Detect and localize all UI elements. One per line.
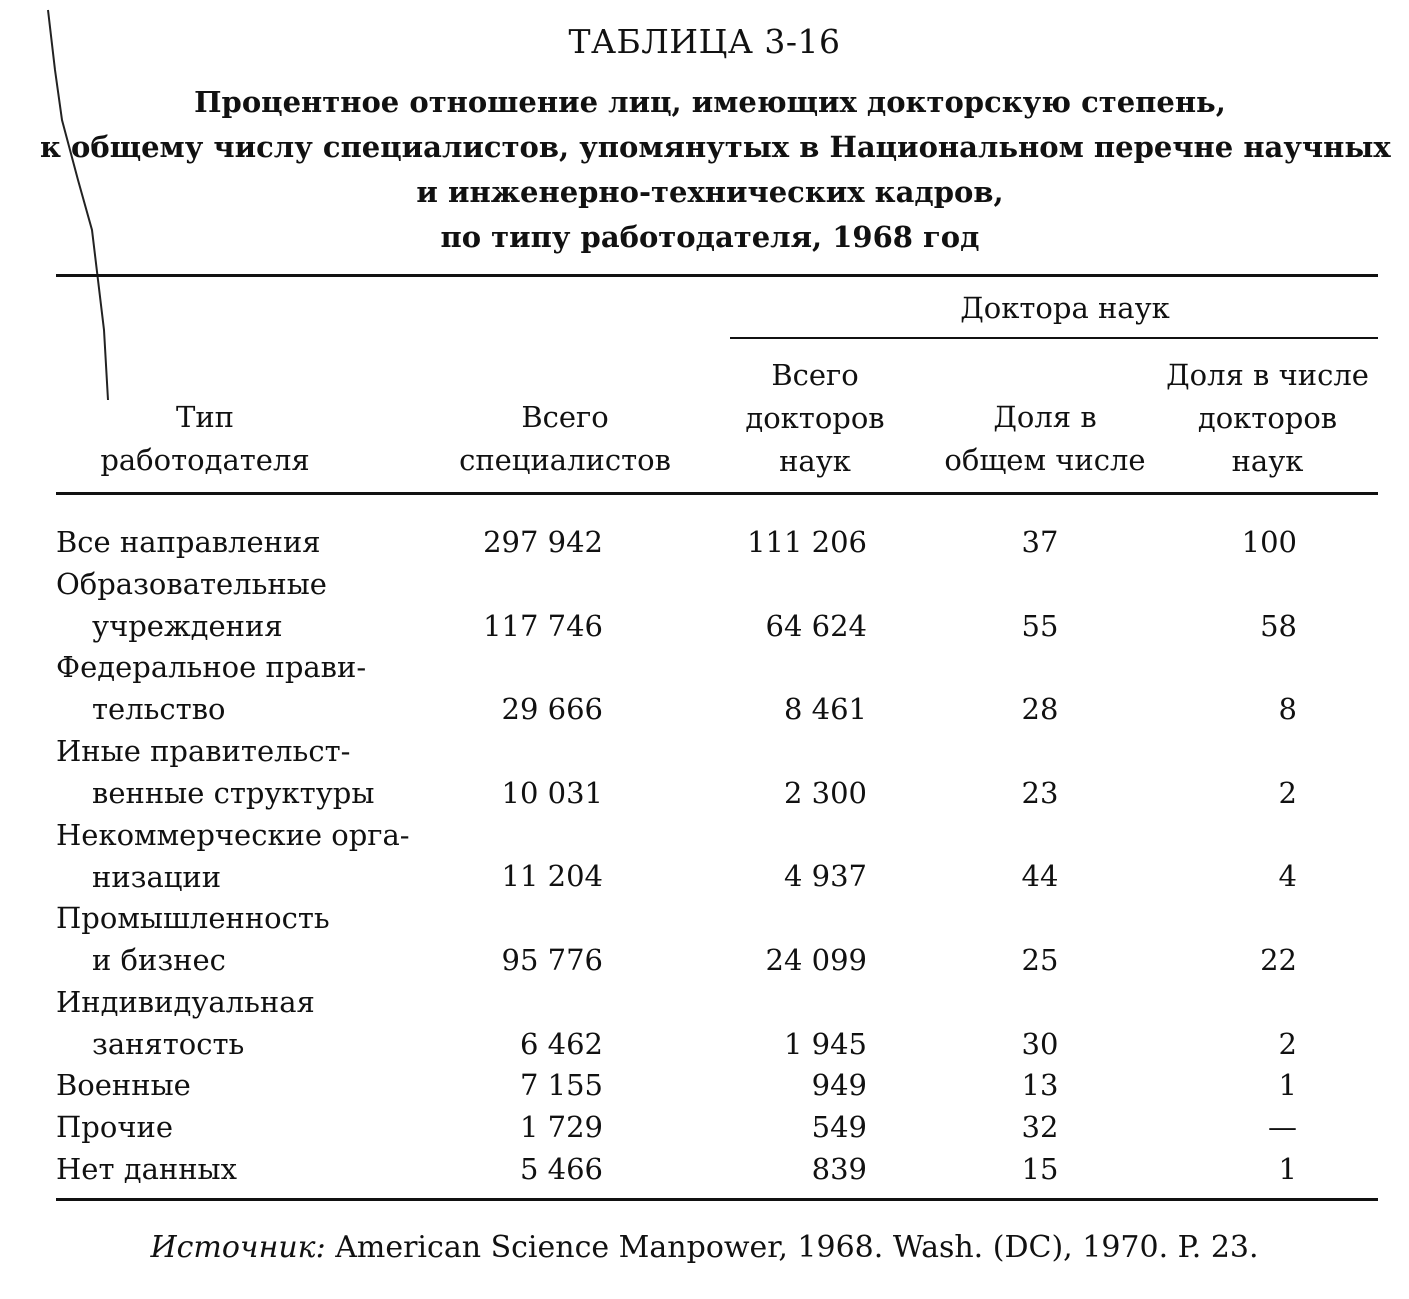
- source-prefix: Источник:: [150, 1230, 326, 1265]
- row-employer-type: [56, 563, 327, 647]
- table-top-rule: [56, 274, 1378, 277]
- row-employer-type: [56, 981, 315, 1065]
- cell-total-specialists: 10 031: [501, 775, 603, 810]
- cell-total-specialists: 95 776: [501, 942, 603, 977]
- cell-share-total: 30: [1021, 1026, 1059, 1061]
- row-label-line: и бизнес: [92, 943, 226, 978]
- cell-share-total: 44: [1021, 859, 1059, 894]
- cell-share-doctors: 8: [1278, 692, 1297, 727]
- cell-share-doctors: 2: [1278, 775, 1297, 810]
- cell-share-total: 55: [1021, 608, 1059, 643]
- table-row: [0, 981, 1409, 1065]
- table-caption: [40, 80, 1391, 260]
- cell-total-doctors: 2 300: [783, 775, 867, 810]
- cell-share-total: 15: [1021, 1152, 1059, 1186]
- cell-share-doctors: 1: [1278, 1068, 1297, 1103]
- caption-line: по типу работодателя, 1968 год: [440, 220, 980, 254]
- cell-total-specialists: 6 462: [519, 1026, 603, 1061]
- row-label-line: Иные правительст-: [56, 734, 351, 768]
- cell-share-total: 28: [1021, 692, 1059, 727]
- header-share-doctors: Доля в числе докторов наук: [1166, 358, 1369, 478]
- row-label-line: занятость: [92, 1026, 245, 1061]
- row-label-line: Образовательные: [56, 566, 327, 601]
- cell-total-specialists: 5 466: [519, 1152, 603, 1186]
- cell-total-doctors: 8 461: [783, 692, 867, 727]
- row-label-line: учреждения: [92, 608, 283, 643]
- table-row: [0, 814, 1409, 898]
- row-label-line: Прочие: [56, 1110, 173, 1145]
- row-employer-type: [56, 1148, 237, 1190]
- cell-total-doctors: 549: [811, 1110, 867, 1145]
- row-employer-type: [56, 1064, 191, 1106]
- header-total-specialists: Всего специалистов: [459, 400, 671, 477]
- cell-total-doctors: 4 937: [783, 859, 867, 894]
- cell-total-specialists: 297 942: [483, 525, 603, 559]
- source-text: American Science Manpower, 1968. Wash. (DC), 1970. P. 23.: [325, 1230, 1259, 1265]
- table-bottom-rule: [56, 1198, 1378, 1201]
- cell-total-specialists: 29 666: [501, 692, 603, 727]
- caption-line: Процентное отношение лиц, имеющих докторскую степень,: [194, 85, 1226, 119]
- caption-line: и инженерно-технических кадров,: [416, 175, 1004, 209]
- row-employer-type: [56, 730, 374, 814]
- cell-share-total: 13: [1021, 1068, 1059, 1103]
- cell-share-doctors: 4: [1278, 859, 1297, 894]
- cell-total-specialists: 7 155: [519, 1068, 603, 1103]
- table-row: [0, 563, 1409, 647]
- row-label-line: Индивидуальная: [56, 984, 315, 1019]
- row-employer-type: [56, 521, 321, 563]
- header-bottom-rule: [56, 492, 1378, 495]
- row-label-line: низации: [92, 859, 222, 894]
- cell-total-doctors: 839: [811, 1152, 867, 1186]
- caption-line: к общему числу специалистов, упомянутых в Национальном перечне научных: [40, 130, 1391, 164]
- cell-total-specialists: 11 204: [501, 859, 603, 894]
- table-row: [0, 1064, 1409, 1106]
- row-label-line: Некоммерческие орга-: [56, 817, 410, 852]
- row-label-line: Федеральное прави-: [56, 650, 367, 685]
- header-doctors-group: Доктора наук: [960, 291, 1170, 325]
- group-header-rule: [730, 337, 1378, 339]
- row-label-line: Нет данных: [56, 1152, 237, 1186]
- row-employer-type: [56, 814, 410, 898]
- cell-share-doctors: —: [1268, 1110, 1297, 1145]
- cell-share-total: 37: [1021, 525, 1059, 559]
- cell-share-doctors: 58: [1260, 608, 1297, 643]
- table-row: [0, 646, 1409, 730]
- cell-share-doctors: 100: [1241, 525, 1297, 559]
- cell-share-doctors: 2: [1278, 1026, 1297, 1061]
- header-share-total: Доля в общем числе: [944, 400, 1146, 477]
- row-employer-type: [56, 1106, 173, 1148]
- row-label-line: венные структуры: [92, 776, 375, 810]
- row-label-line: тельство: [92, 692, 226, 727]
- header-total-doctors: Всего докторов наук: [745, 358, 885, 478]
- cell-total-doctors: 24 099: [765, 942, 867, 977]
- cell-share-total: 25: [1021, 942, 1059, 977]
- table-row: [0, 897, 1409, 981]
- table-row: [0, 1106, 1409, 1148]
- cell-share-doctors: 1: [1278, 1152, 1297, 1186]
- table-row: [0, 1148, 1409, 1190]
- cell-total-doctors: 1 945: [783, 1026, 867, 1061]
- row-label-line: Промышленность: [56, 901, 330, 936]
- source-note: [0, 1230, 1409, 1265]
- table-row: [0, 521, 1409, 563]
- table-row: [0, 730, 1409, 814]
- row-label-line: Военные: [56, 1068, 191, 1103]
- row-employer-type: [56, 646, 366, 730]
- table-label: ТАБЛИЦА 3-16: [568, 22, 841, 61]
- cell-share-total: 32: [1021, 1110, 1059, 1145]
- cell-share-doctors: 22: [1260, 942, 1297, 977]
- cell-total-specialists: 117 746: [483, 608, 603, 643]
- row-label-line: Все направления: [56, 525, 321, 559]
- header-employer-type: Тип работодателя: [100, 400, 310, 477]
- cell-total-doctors: 64 624: [765, 608, 867, 643]
- cell-total-specialists: 1 729: [519, 1110, 603, 1145]
- cell-share-total: 23: [1021, 775, 1059, 810]
- cell-total-doctors: 111 206: [747, 525, 867, 559]
- cell-total-doctors: 949: [811, 1068, 867, 1103]
- row-employer-type: [56, 897, 330, 981]
